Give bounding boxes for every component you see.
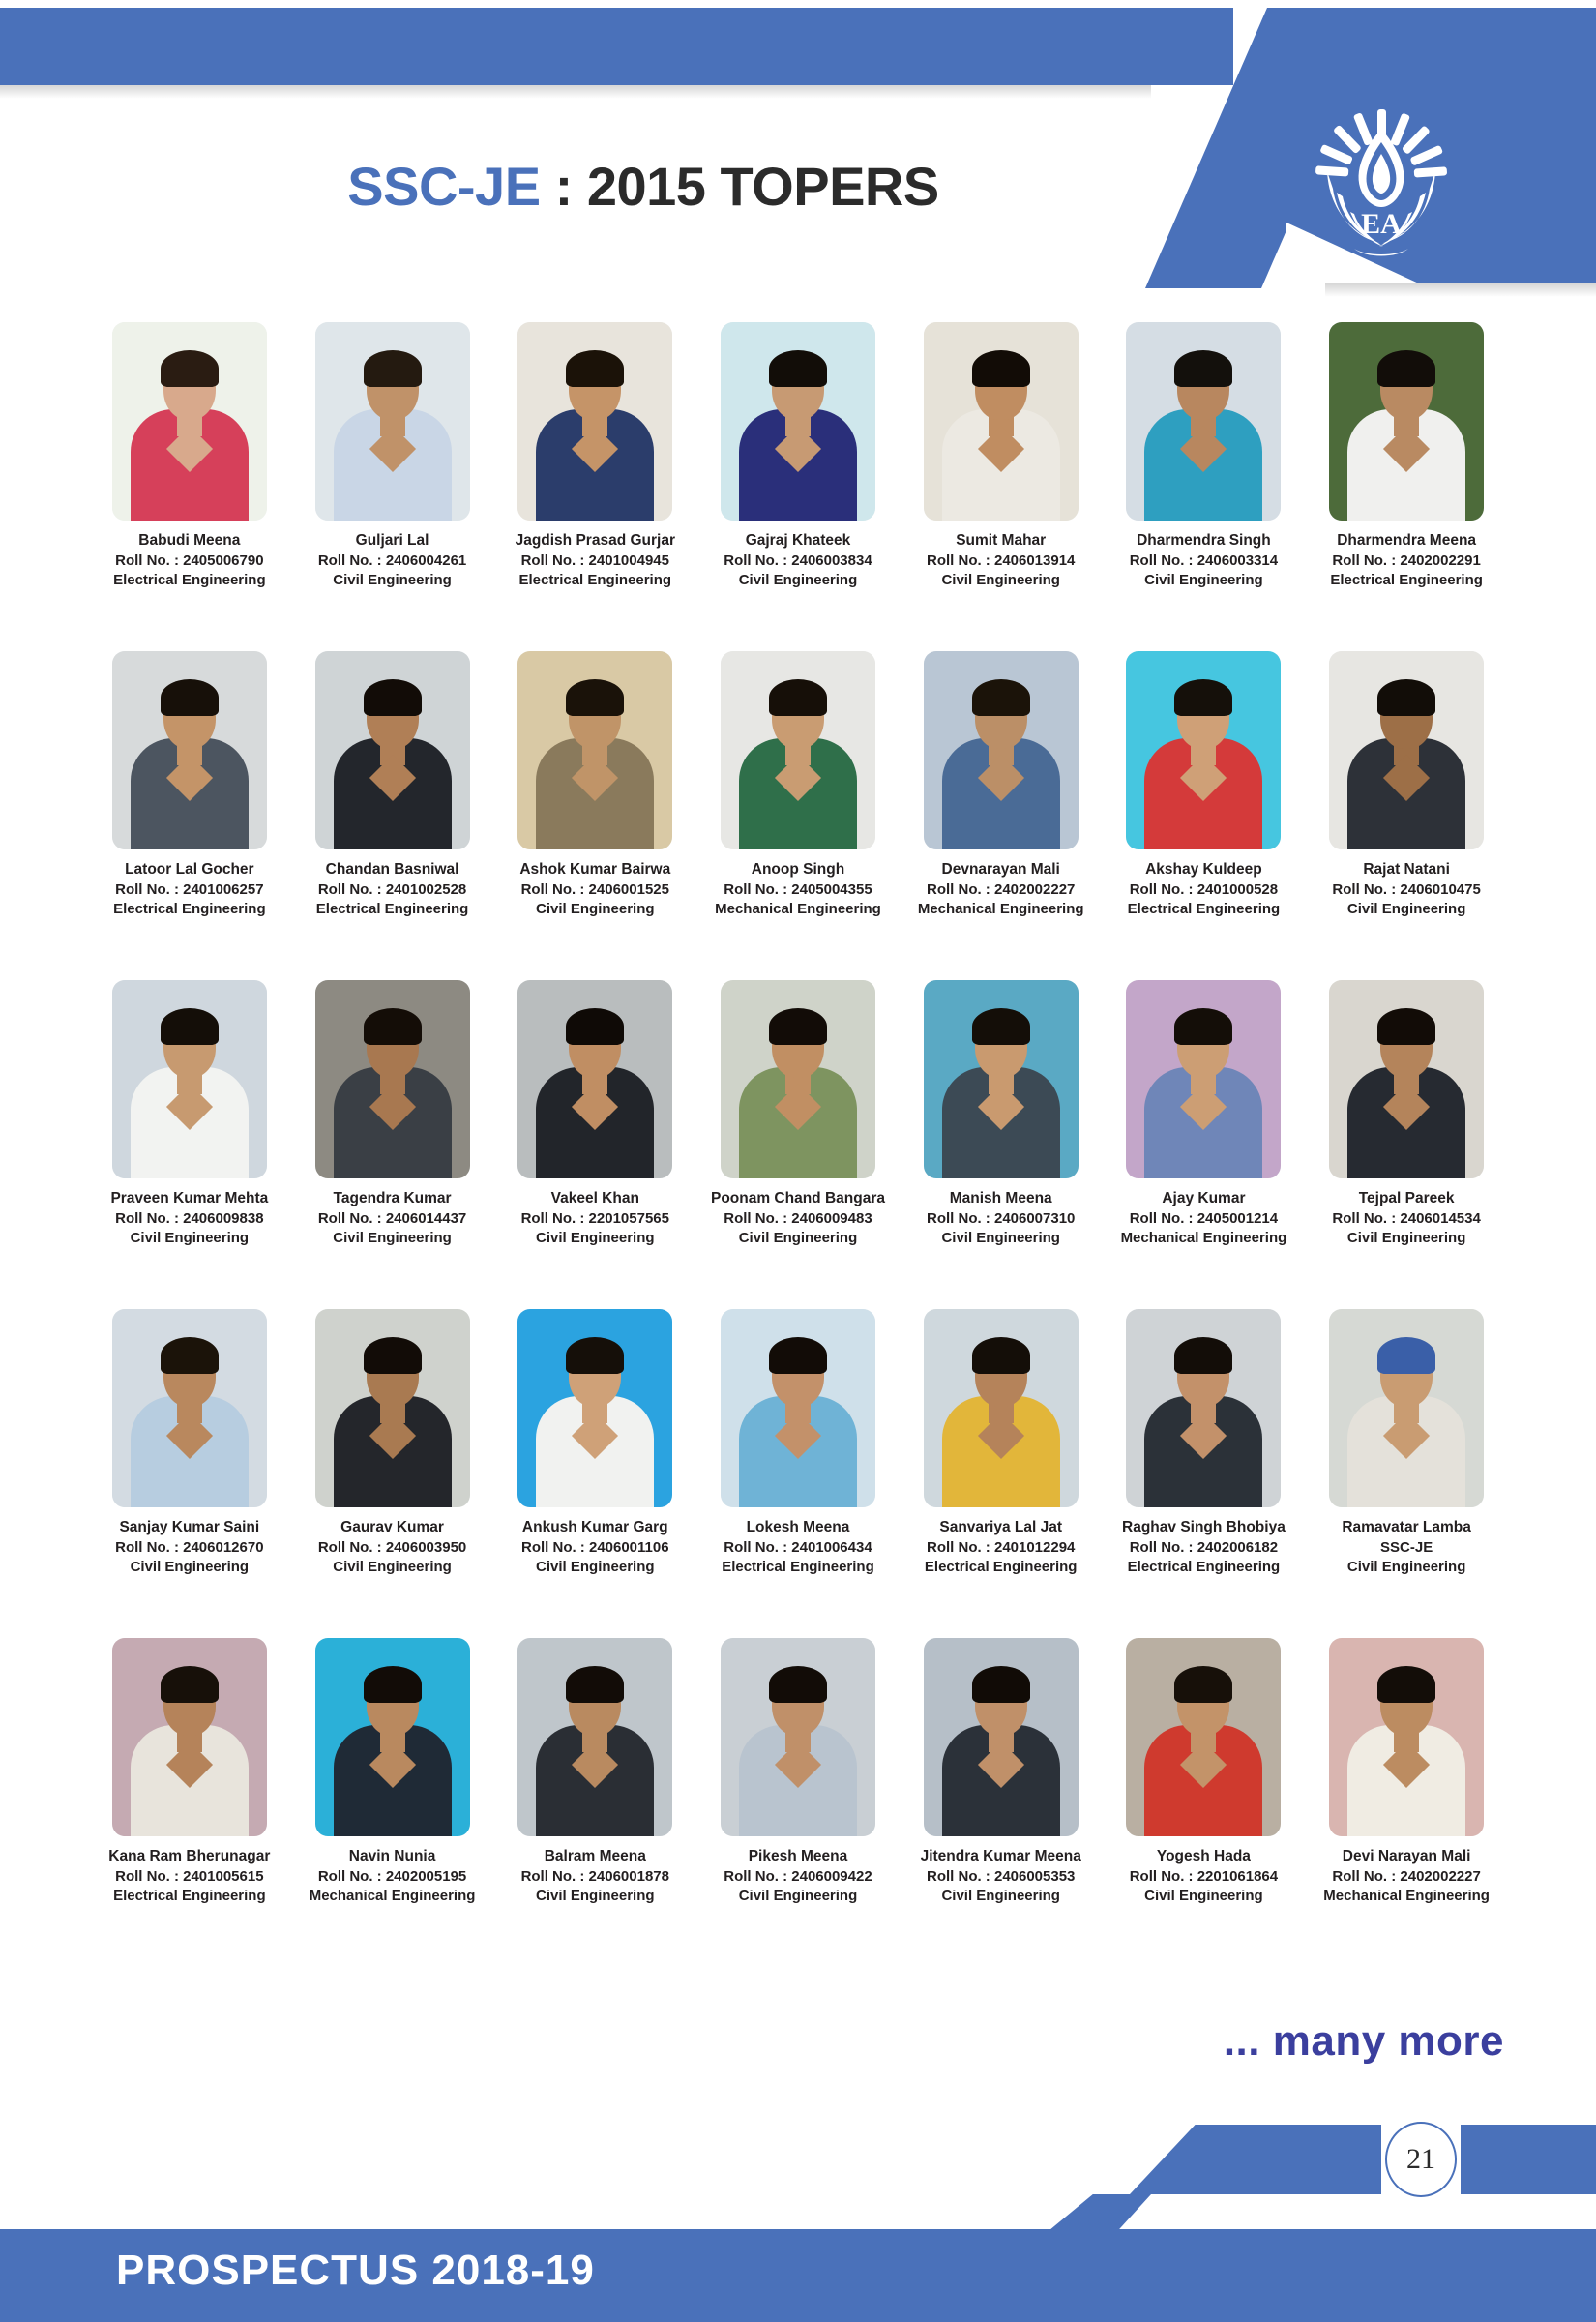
topper-branch: Civil Engineering bbox=[1144, 571, 1263, 588]
topper-branch: Mechanical Engineering bbox=[1323, 1887, 1490, 1904]
topper-branch: Civil Engineering bbox=[536, 1887, 655, 1904]
topper-card bbox=[1309, 1309, 1504, 1638]
topper-roll-number: Roll No. : 2401004945 bbox=[520, 551, 669, 569]
topper-branch: Electrical Engineering bbox=[518, 571, 672, 588]
topper-card bbox=[1107, 651, 1302, 980]
topper-roll-number: Roll No. : 2405001214 bbox=[1129, 1209, 1279, 1227]
topper-roll-number: Roll No. : 2402002227 bbox=[926, 880, 1076, 898]
topper-name: Yogesh Hada bbox=[1156, 1848, 1251, 1864]
topper-card bbox=[903, 651, 1099, 980]
photo-figure-hair bbox=[161, 1337, 219, 1374]
topper-caption bbox=[296, 1847, 489, 1906]
page-number-badge: 21 bbox=[1385, 2122, 1457, 2197]
topper-caption bbox=[93, 1847, 286, 1906]
photo-figure-hair bbox=[1174, 1008, 1232, 1045]
topper-roll-number: Roll No. : 2406001525 bbox=[520, 880, 669, 898]
photo-figure-hair bbox=[364, 1008, 422, 1045]
topper-caption bbox=[701, 1189, 895, 1248]
topper-branch: Mechanical Engineering bbox=[715, 900, 881, 917]
topper-branch: Electrical Engineering bbox=[722, 1558, 874, 1575]
topper-photo bbox=[517, 1309, 672, 1507]
topper-caption bbox=[1310, 1847, 1503, 1906]
topper-roll-number: Roll No. : 2402002291 bbox=[1332, 551, 1481, 569]
topper-caption bbox=[1107, 1189, 1300, 1248]
topper-photo bbox=[112, 322, 267, 521]
photo-figure-hair bbox=[769, 1337, 827, 1374]
photo-figure-hair bbox=[566, 1337, 624, 1374]
topper-photo bbox=[517, 322, 672, 521]
topper-name: Latoor Lal Gocher bbox=[125, 861, 254, 878]
topper-roll-number: Roll No. : 2201061864 bbox=[1129, 1867, 1279, 1885]
topper-branch: Electrical Engineering bbox=[113, 571, 266, 588]
topper-roll-number: Roll No. : 2401006257 bbox=[115, 880, 264, 898]
topper-roll-number: Roll No. : 2402006182 bbox=[1129, 1538, 1279, 1556]
topper-photo bbox=[924, 1638, 1079, 1836]
topper-branch: Civil Engineering bbox=[130, 1558, 250, 1575]
topper-caption bbox=[296, 1518, 489, 1577]
topper-roll-number: Roll No. : 2406003950 bbox=[317, 1538, 467, 1556]
topper-caption bbox=[1310, 1518, 1503, 1577]
topper-name: Raghav Singh Bhobiya bbox=[1122, 1519, 1286, 1535]
topper-photo bbox=[315, 1309, 470, 1507]
photo-figure-hair bbox=[1174, 679, 1232, 716]
photo-figure-hair bbox=[972, 1666, 1030, 1703]
topper-roll-number: Roll No. : 2406003834 bbox=[724, 551, 872, 569]
topper-caption bbox=[1310, 531, 1503, 590]
topper-caption bbox=[1310, 860, 1503, 919]
topper-branch: Electrical Engineering bbox=[1127, 900, 1281, 917]
topper-caption bbox=[498, 1189, 692, 1248]
header-shadow-secondary bbox=[1325, 283, 1596, 297]
topper-card bbox=[92, 651, 287, 980]
topper-card bbox=[1107, 1638, 1302, 1967]
topper-name: Lokesh Meena bbox=[746, 1519, 850, 1535]
topper-caption bbox=[498, 1518, 692, 1577]
topper-card bbox=[295, 1638, 490, 1967]
topper-branch: Civil Engineering bbox=[333, 571, 452, 588]
photo-figure-hair bbox=[972, 1337, 1030, 1374]
topper-caption bbox=[904, 1189, 1098, 1248]
topper-photo bbox=[315, 322, 470, 521]
topper-roll-number: Roll No. : 2406005353 bbox=[926, 1867, 1076, 1885]
topper-photo bbox=[924, 980, 1079, 1178]
topper-branch: Electrical Engineering bbox=[315, 900, 469, 917]
topper-name: Poonam Chand Bangara bbox=[710, 1190, 885, 1206]
topper-branch: Mechanical Engineering bbox=[917, 900, 1084, 917]
topper-branch: Civil Engineering bbox=[738, 571, 858, 588]
topper-name: Sumit Mahar bbox=[956, 532, 1047, 549]
topper-branch: Civil Engineering bbox=[333, 1558, 452, 1575]
photo-figure-hair bbox=[364, 679, 422, 716]
topper-card bbox=[497, 322, 693, 651]
photo-figure-hair bbox=[1174, 1666, 1232, 1703]
topper-card bbox=[1309, 651, 1504, 980]
topper-branch: Electrical Engineering bbox=[1127, 1558, 1281, 1575]
topper-roll-number: Roll No. : 2402005195 bbox=[317, 1867, 467, 1885]
topper-photo bbox=[315, 1638, 470, 1836]
topper-photo bbox=[1329, 1309, 1484, 1507]
topper-photo bbox=[1329, 980, 1484, 1178]
topper-card bbox=[92, 1309, 287, 1638]
topper-name: Anoop Singh bbox=[751, 861, 845, 878]
topper-photo bbox=[112, 651, 267, 849]
emblem-initials: EA bbox=[1361, 208, 1402, 240]
topper-branch: Civil Engineering bbox=[1144, 1887, 1263, 1904]
topper-caption bbox=[93, 1189, 286, 1248]
photo-figure-hair bbox=[161, 1666, 219, 1703]
topper-photo bbox=[1126, 1638, 1281, 1836]
topper-branch: Electrical Engineering bbox=[113, 1887, 266, 1904]
topper-card bbox=[1107, 1309, 1302, 1638]
topper-name: Ashok Kumar Bairwa bbox=[519, 861, 671, 878]
topper-roll-number: Roll No. : 2401000528 bbox=[1129, 880, 1279, 898]
topper-roll-number: Roll No. : 2406014534 bbox=[1332, 1209, 1481, 1227]
page-title-year: 2015 TOPERS bbox=[586, 156, 939, 217]
topper-caption bbox=[93, 531, 286, 590]
photo-figure-hair bbox=[364, 1337, 422, 1374]
page-title-exam: SSC-JE bbox=[347, 156, 541, 217]
topper-card bbox=[903, 1638, 1099, 1967]
topper-photo bbox=[721, 1638, 875, 1836]
topper-card bbox=[497, 651, 693, 980]
topper-photo bbox=[1329, 651, 1484, 849]
topper-name: Chandan Basniwal bbox=[325, 861, 459, 878]
topper-name: Jagdish Prasad Gurjar bbox=[515, 532, 675, 549]
photo-figure-hair bbox=[566, 1666, 624, 1703]
topper-card bbox=[295, 651, 490, 980]
topper-name: Gaurav Kumar bbox=[340, 1519, 444, 1535]
topper-card bbox=[497, 1309, 693, 1638]
topper-card bbox=[92, 1638, 287, 1967]
topper-caption bbox=[498, 531, 692, 590]
topper-roll-number: Roll No. : 2406009422 bbox=[724, 1867, 872, 1885]
topper-card bbox=[1107, 980, 1302, 1309]
topper-card bbox=[903, 322, 1099, 651]
topper-caption bbox=[904, 860, 1098, 919]
topper-caption bbox=[904, 531, 1098, 590]
topper-name: Pikesh Meena bbox=[748, 1848, 848, 1864]
topper-branch: Civil Engineering bbox=[1346, 1229, 1466, 1246]
topper-photo bbox=[1329, 1638, 1484, 1836]
topper-name: Devnarayan Mali bbox=[941, 861, 1060, 878]
topper-name: Jitendra Kumar Meena bbox=[920, 1848, 1081, 1864]
topper-card bbox=[700, 1309, 896, 1638]
topper-photo bbox=[721, 322, 875, 521]
topper-roll-number: Roll No. : 2406004261 bbox=[317, 551, 467, 569]
photo-figure-hair bbox=[769, 350, 827, 387]
topper-branch: Civil Engineering bbox=[941, 1887, 1060, 1904]
topper-roll-number: Roll No. : 2405006790 bbox=[115, 551, 264, 569]
topper-branch: Civil Engineering bbox=[1346, 900, 1466, 917]
header-shadow bbox=[0, 85, 1151, 99]
topper-caption bbox=[701, 531, 895, 590]
topper-photo bbox=[924, 322, 1079, 521]
topper-name: Kana Ram Bherunagar bbox=[108, 1848, 271, 1864]
topper-roll-number: Roll No. : 2406001106 bbox=[520, 1538, 669, 1556]
topper-caption bbox=[498, 1847, 692, 1906]
topper-photo bbox=[1126, 1309, 1281, 1507]
header-blue-bar bbox=[0, 8, 1233, 85]
topper-card bbox=[295, 322, 490, 651]
photo-figure-hair bbox=[972, 350, 1030, 387]
photo-figure-hair bbox=[566, 350, 624, 387]
topper-roll-number: Roll No. : 2406007310 bbox=[926, 1209, 1076, 1227]
topper-branch: Civil Engineering bbox=[536, 900, 655, 917]
photo-figure-hair bbox=[1377, 1666, 1435, 1703]
topper-name: Devi Narayan Mali bbox=[1342, 1848, 1471, 1864]
topper-branch: Electrical Engineering bbox=[113, 900, 266, 917]
topper-branch: Electrical Engineering bbox=[1330, 571, 1483, 588]
photo-figure-hair bbox=[364, 1666, 422, 1703]
topper-card bbox=[92, 980, 287, 1309]
topper-branch: Civil Engineering bbox=[536, 1558, 655, 1575]
photo-figure-hair bbox=[1174, 350, 1232, 387]
topper-name: Navin Nunia bbox=[348, 1848, 436, 1864]
topper-name: Ankush Kumar Garg bbox=[521, 1519, 668, 1535]
topper-roll-number: Roll No. : 2406012670 bbox=[115, 1538, 264, 1556]
topper-caption bbox=[1107, 1847, 1300, 1906]
photo-figure-hair bbox=[1377, 350, 1435, 387]
photo-figure-hair bbox=[566, 1008, 624, 1045]
photo-figure-hair bbox=[972, 679, 1030, 716]
many-more-label: ... many more bbox=[1223, 2017, 1504, 2065]
topper-caption bbox=[296, 531, 489, 590]
topper-roll-number: Roll No. : 2406010475 bbox=[1332, 880, 1481, 898]
topper-roll-number: Roll No. : 2406009838 bbox=[115, 1209, 264, 1227]
topper-name: Ajay Kumar bbox=[1162, 1190, 1246, 1206]
photo-figure-hair bbox=[769, 1008, 827, 1045]
topper-card bbox=[92, 322, 287, 651]
topper-name: Ramavatar Lamba bbox=[1342, 1519, 1471, 1535]
topper-branch: Civil Engineering bbox=[941, 571, 1060, 588]
topper-roll-number: Roll No. : 2406014437 bbox=[317, 1209, 467, 1227]
topper-caption bbox=[93, 1518, 286, 1577]
photo-figure-hair bbox=[1377, 1008, 1435, 1045]
topper-photo bbox=[924, 651, 1079, 849]
topper-card bbox=[700, 1638, 896, 1967]
topper-caption bbox=[904, 1847, 1098, 1906]
topper-name: Dharmendra Meena bbox=[1337, 532, 1477, 549]
topper-branch: Civil Engineering bbox=[941, 1229, 1060, 1246]
topper-card bbox=[903, 1309, 1099, 1638]
topper-photo bbox=[517, 651, 672, 849]
topper-card bbox=[295, 1309, 490, 1638]
topper-roll-number: Roll No. : 2401002528 bbox=[317, 880, 467, 898]
topper-photo bbox=[1126, 980, 1281, 1178]
photo-figure-hair bbox=[1377, 679, 1435, 716]
topper-name: Dharmendra Singh bbox=[1137, 532, 1271, 549]
topper-photo bbox=[112, 1309, 267, 1507]
topper-photo bbox=[315, 651, 470, 849]
topper-branch: Mechanical Engineering bbox=[1120, 1229, 1287, 1246]
topper-branch: Civil Engineering bbox=[1346, 1558, 1466, 1575]
topper-photo bbox=[517, 980, 672, 1178]
topper-photo bbox=[1126, 651, 1281, 849]
topper-caption bbox=[1107, 860, 1300, 919]
page-title bbox=[0, 156, 1286, 217]
topper-roll-number: Roll No. : 2406009483 bbox=[724, 1209, 872, 1227]
topper-photo bbox=[1329, 322, 1484, 521]
topper-photo bbox=[924, 1309, 1079, 1507]
topper-branch: Civil Engineering bbox=[333, 1229, 452, 1246]
topper-caption bbox=[701, 1518, 895, 1577]
topper-card bbox=[700, 322, 896, 651]
photo-figure-hair bbox=[161, 1008, 219, 1045]
photo-figure-hair bbox=[769, 679, 827, 716]
topper-caption bbox=[498, 860, 692, 919]
photo-figure-hair bbox=[161, 679, 219, 716]
topper-card bbox=[700, 651, 896, 980]
prospectus-label: PROSPECTUS 2018-19 bbox=[116, 2247, 595, 2294]
page-number-bar-right bbox=[1461, 2125, 1596, 2194]
topper-roll-number: Roll No. : 2401005615 bbox=[115, 1867, 264, 1885]
topper-caption bbox=[701, 1847, 895, 1906]
topper-name: Sanvariya Lal Jat bbox=[939, 1519, 1063, 1535]
topper-photo bbox=[315, 980, 470, 1178]
topper-branch: Electrical Engineering bbox=[924, 1558, 1078, 1575]
photo-figure-hair bbox=[161, 350, 219, 387]
topper-name: Tejpal Pareek bbox=[1358, 1190, 1455, 1206]
topper-name: Guljari Lal bbox=[355, 532, 429, 549]
photo-figure-hair bbox=[769, 1666, 827, 1703]
topper-caption bbox=[701, 860, 895, 919]
topper-name: Tagendra Kumar bbox=[333, 1190, 452, 1206]
topper-roll-number: Roll No. : 2406013914 bbox=[926, 551, 1076, 569]
topper-caption bbox=[1310, 1189, 1503, 1248]
institute-emblem-icon bbox=[1294, 92, 1468, 276]
topper-roll-number: Roll No. : 2401006434 bbox=[724, 1538, 872, 1556]
topper-card bbox=[497, 980, 693, 1309]
topper-name: Vakeel Khan bbox=[550, 1190, 639, 1206]
topper-photo bbox=[112, 1638, 267, 1836]
topper-roll-number: SSC-JE bbox=[1380, 1538, 1433, 1556]
topper-card bbox=[700, 980, 896, 1309]
page-title-separator: : bbox=[540, 156, 587, 217]
topper-roll-number: Roll No. : 2406003314 bbox=[1129, 551, 1279, 569]
topper-photo bbox=[517, 1638, 672, 1836]
topper-branch: Civil Engineering bbox=[130, 1229, 250, 1246]
topper-card bbox=[1309, 322, 1504, 651]
topper-branch: Mechanical Engineering bbox=[309, 1887, 476, 1904]
topper-photo bbox=[112, 980, 267, 1178]
topper-name: Akshay Kuldeep bbox=[1145, 861, 1262, 878]
topper-branch: Civil Engineering bbox=[738, 1229, 858, 1246]
topper-name: Manish Meena bbox=[949, 1190, 1052, 1206]
topper-roll-number: Roll No. : 2406001878 bbox=[520, 1867, 669, 1885]
topper-photo bbox=[1126, 322, 1281, 521]
topper-caption bbox=[296, 1189, 489, 1248]
photo-figure-hair bbox=[364, 350, 422, 387]
page-header bbox=[0, 0, 1596, 290]
topper-photo bbox=[721, 980, 875, 1178]
topper-caption bbox=[904, 1518, 1098, 1577]
topper-branch: Civil Engineering bbox=[738, 1887, 858, 1904]
photo-figure-hair bbox=[566, 679, 624, 716]
topper-name: Gajraj Khateek bbox=[745, 532, 851, 549]
topper-card bbox=[903, 980, 1099, 1309]
topper-photo bbox=[721, 651, 875, 849]
topper-card bbox=[1309, 980, 1504, 1309]
photo-figure-hair bbox=[972, 1008, 1030, 1045]
topper-branch: Civil Engineering bbox=[536, 1229, 655, 1246]
topper-name: Praveen Kumar Mehta bbox=[110, 1190, 269, 1206]
toppers-grid bbox=[92, 322, 1504, 1967]
topper-roll-number: Roll No. : 2201057565 bbox=[520, 1209, 669, 1227]
photo-figure-hair bbox=[1174, 1337, 1232, 1374]
topper-name: Sanjay Kumar Saini bbox=[119, 1519, 260, 1535]
topper-card bbox=[1107, 322, 1302, 651]
topper-name: Babudi Meena bbox=[138, 532, 241, 549]
topper-card bbox=[295, 980, 490, 1309]
topper-roll-number: Roll No. : 2401012294 bbox=[926, 1538, 1076, 1556]
topper-name: Rajat Natani bbox=[1363, 861, 1450, 878]
topper-card bbox=[1309, 1638, 1504, 1967]
topper-caption bbox=[296, 860, 489, 919]
topper-photo bbox=[721, 1309, 875, 1507]
topper-roll-number: Roll No. : 2402002227 bbox=[1332, 1867, 1481, 1885]
page-number-bar-left bbox=[1130, 2125, 1381, 2194]
photo-figure-hair bbox=[1377, 1337, 1435, 1374]
topper-name: Balram Meena bbox=[544, 1848, 646, 1864]
topper-caption bbox=[1107, 1518, 1300, 1577]
topper-caption bbox=[1107, 531, 1300, 590]
topper-roll-number: Roll No. : 2405004355 bbox=[724, 880, 872, 898]
topper-caption bbox=[93, 860, 286, 919]
topper-card bbox=[497, 1638, 693, 1967]
